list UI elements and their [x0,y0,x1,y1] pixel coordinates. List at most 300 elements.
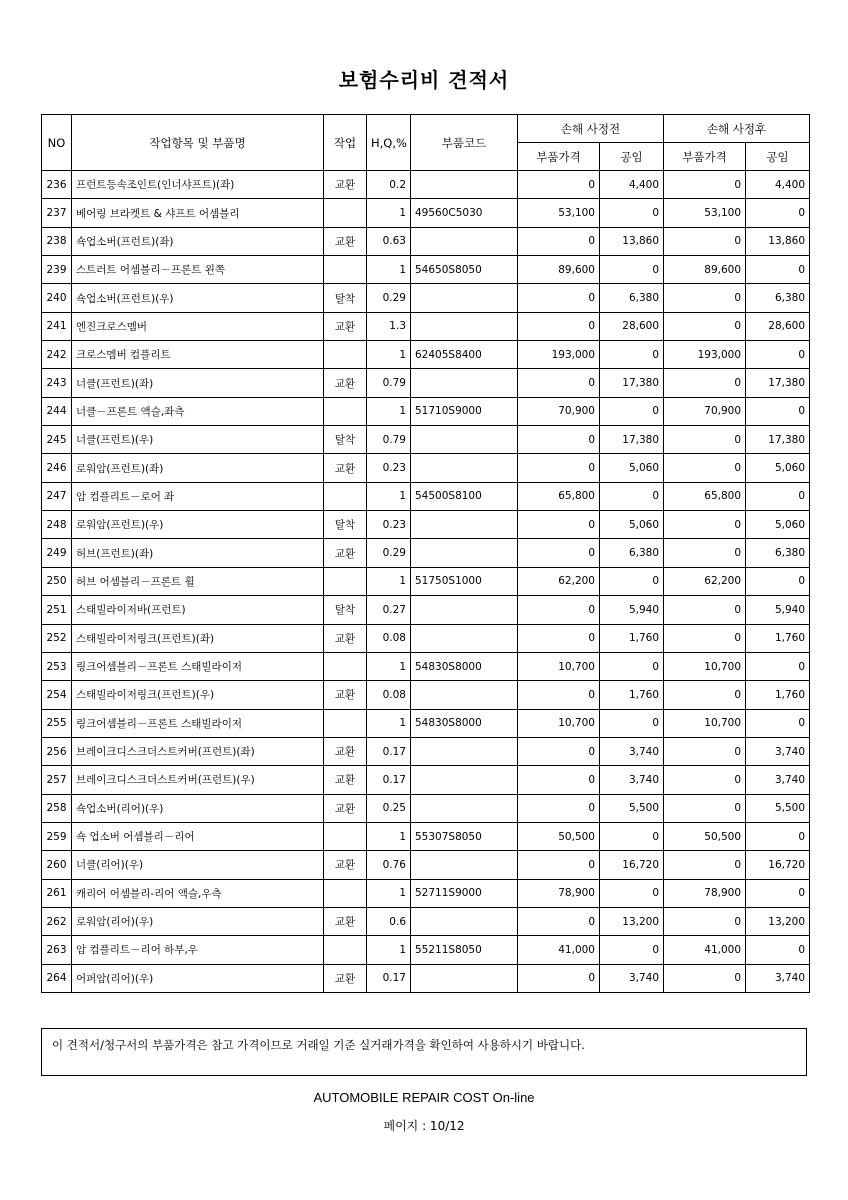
cell-work [324,256,367,284]
estimate-table [41,114,810,993]
cell-part-code: 54830S8000 [411,709,518,737]
cell-after-labor: 0 [746,341,810,369]
cell-after-labor: 3,740 [746,964,810,992]
cell-work: 탈착 [324,284,367,312]
cell-part-code: 55307S8050 [411,822,518,850]
cell-no: 243 [42,369,72,397]
cell-after-labor: 5,060 [746,454,810,482]
cell-item: 스태빌라이저바(프런트) [72,596,324,624]
cell-after-part-price: 0 [664,284,746,312]
cell-after-part-price: 53,100 [664,199,746,227]
cell-after-labor: 3,740 [746,737,810,765]
cell-before-labor: 0 [600,397,664,425]
cell-hq: 1 [367,936,411,964]
cell-no: 263 [42,936,72,964]
cell-no: 240 [42,284,72,312]
cell-item: 링크어셈블리－프론트 스태빌라이저 [72,652,324,680]
cell-no: 238 [42,227,72,255]
cell-after-labor: 0 [746,936,810,964]
notice-text: 이 견적서/청구서의 부품가격은 참고 가격이므로 거래일 기준 실거래가격을 확인하여 사용하시기 바랍니다. [52,1038,585,1052]
cell-before-part-price: 0 [518,369,600,397]
cell-before-labor: 1,760 [600,681,664,709]
cell-after-labor: 3,740 [746,766,810,794]
cell-no: 253 [42,652,72,680]
cell-part-code: 49560C5030 [411,199,518,227]
cell-work [324,936,367,964]
cell-item: 쇽업소버(프런트)(우) [72,284,324,312]
cell-after-part-price: 65,800 [664,482,746,510]
cell-before-part-price: 0 [518,851,600,879]
table-row [42,624,810,652]
table-row [42,341,810,369]
cell-part-code: 51710S9000 [411,397,518,425]
cell-work [324,199,367,227]
cell-part-code [411,426,518,454]
cell-after-labor: 0 [746,397,810,425]
cell-before-labor: 4,400 [600,171,664,199]
table-row [42,879,810,907]
page-number: 페이지 : 10/12 [383,1119,465,1133]
cell-hq: 1 [367,482,411,510]
cell-before-part-price: 0 [518,907,600,935]
header-after-labor: 공임 [746,143,810,171]
cell-after-part-price: 89,600 [664,256,746,284]
cell-work: 교환 [324,737,367,765]
notice-box [41,1028,807,1076]
cell-hq: 0.17 [367,766,411,794]
cell-work: 교환 [324,907,367,935]
cell-part-code: 54650S8050 [411,256,518,284]
cell-after-labor: 1,760 [746,624,810,652]
cell-hq: 0.23 [367,511,411,539]
table-row [42,681,810,709]
cell-hq: 1 [367,199,411,227]
cell-no: 244 [42,397,72,425]
cell-before-labor: 0 [600,822,664,850]
table-row [42,369,810,397]
cell-item: 프런트등속조인트(인너샤프트)(좌) [72,171,324,199]
cell-no: 248 [42,511,72,539]
cell-after-labor: 0 [746,822,810,850]
cell-before-labor: 5,060 [600,511,664,539]
cell-part-code [411,964,518,992]
cell-item: 너클(프런트)(좌) [72,369,324,397]
cell-part-code [411,794,518,822]
cell-item: 로워암(프런트)(우) [72,511,324,539]
cell-before-labor: 3,740 [600,964,664,992]
cell-work: 교환 [324,851,367,879]
cell-before-part-price: 0 [518,426,600,454]
cell-after-part-price: 0 [664,794,746,822]
cell-part-code [411,454,518,482]
cell-before-part-price: 0 [518,737,600,765]
cell-no: 245 [42,426,72,454]
cell-before-labor: 0 [600,256,664,284]
cell-before-labor: 13,200 [600,907,664,935]
cell-before-labor: 17,380 [600,369,664,397]
cell-after-part-price: 0 [664,454,746,482]
cell-part-code: 54500S8100 [411,482,518,510]
cell-no: 254 [42,681,72,709]
cell-no: 242 [42,341,72,369]
table-row [42,567,810,595]
cell-hq: 0.79 [367,369,411,397]
cell-work: 교환 [324,539,367,567]
cell-item: 암 컴플리트－리어 하부,우 [72,936,324,964]
cell-no: 264 [42,964,72,992]
cell-after-part-price: 0 [664,624,746,652]
table-row [42,936,810,964]
header-before-part-price: 부품가격 [518,143,600,171]
cell-after-part-price: 70,900 [664,397,746,425]
cell-part-code [411,227,518,255]
cell-work [324,567,367,595]
cell-item: 브레이크디스크더스트커버(프런트)(좌) [72,737,324,765]
cell-before-labor: 5,060 [600,454,664,482]
cell-before-part-price: 50,500 [518,822,600,850]
cell-work: 탈착 [324,596,367,624]
cell-hq: 0.76 [367,851,411,879]
table-row [42,284,810,312]
cell-after-part-price: 0 [664,312,746,340]
cell-after-part-price: 0 [664,964,746,992]
cell-work: 교환 [324,794,367,822]
cell-hq: 0.08 [367,681,411,709]
cell-before-part-price: 62,200 [518,567,600,595]
cell-after-labor: 0 [746,879,810,907]
cell-before-part-price: 53,100 [518,199,600,227]
cell-no: 260 [42,851,72,879]
header-before-assessment: 손해 사정전 [518,115,664,143]
cell-no: 247 [42,482,72,510]
table-row [42,482,810,510]
cell-after-labor: 13,200 [746,907,810,935]
table-row [42,511,810,539]
cell-after-part-price: 0 [664,171,746,199]
cell-before-labor: 0 [600,879,664,907]
cell-item: 쇽업소버(리어)(우) [72,794,324,822]
table-row [42,539,810,567]
cell-work [324,879,367,907]
cell-part-code [411,737,518,765]
cell-before-labor: 5,940 [600,596,664,624]
cell-part-code [411,624,518,652]
cell-before-part-price: 0 [518,511,600,539]
cell-work: 교환 [324,369,367,397]
cell-after-part-price: 0 [664,511,746,539]
cell-hq: 1 [367,341,411,369]
cell-no: 256 [42,737,72,765]
cell-item: 스태빌라이저링크(프런트)(좌) [72,624,324,652]
table-row [42,199,810,227]
cell-part-code [411,539,518,567]
cell-work: 탈착 [324,426,367,454]
cell-work: 교환 [324,227,367,255]
table-row [42,596,810,624]
cell-item: 브레이크디스크더스트커버(프런트)(우) [72,766,324,794]
cell-work: 교환 [324,766,367,794]
cell-before-part-price: 78,900 [518,879,600,907]
cell-after-labor: 5,940 [746,596,810,624]
cell-after-part-price: 193,000 [664,341,746,369]
table-row [42,907,810,935]
cell-work [324,397,367,425]
table-row [42,794,810,822]
cell-before-labor: 6,380 [600,539,664,567]
cell-after-labor: 1,760 [746,681,810,709]
cell-item: 크로스멤버 컴플리트 [72,341,324,369]
cell-work [324,709,367,737]
document-title: 보험수리비 견적서 [338,68,510,92]
cell-hq: 0.23 [367,454,411,482]
cell-after-labor: 6,380 [746,284,810,312]
cell-part-code: 52711S9000 [411,879,518,907]
cell-before-part-price: 0 [518,539,600,567]
cell-work [324,341,367,369]
cell-work: 교환 [324,624,367,652]
cell-item: 캐리어 어셈블리-리어 액슬,우측 [72,879,324,907]
cell-no: 252 [42,624,72,652]
cell-no: 236 [42,171,72,199]
cell-before-labor: 0 [600,341,664,369]
cell-no: 251 [42,596,72,624]
header-part-code: 부품코드 [411,115,518,171]
cell-item: 쇽업소버(프런트)(좌) [72,227,324,255]
cell-part-code [411,312,518,340]
table-row [42,426,810,454]
cell-work: 교환 [324,171,367,199]
cell-after-part-price: 50,500 [664,822,746,850]
cell-hq: 0.08 [367,624,411,652]
cell-hq: 1 [367,652,411,680]
table-row [42,312,810,340]
cell-before-part-price: 0 [518,312,600,340]
cell-no: 250 [42,567,72,595]
cell-item: 어퍼암(리어)(우) [72,964,324,992]
cell-after-part-price: 0 [664,227,746,255]
cell-part-code: 51750S1000 [411,567,518,595]
cell-after-part-price: 0 [664,539,746,567]
cell-work: 탈착 [324,511,367,539]
cell-hq: 1 [367,879,411,907]
cell-after-part-price: 0 [664,426,746,454]
cell-before-part-price: 41,000 [518,936,600,964]
cell-before-part-price: 0 [518,284,600,312]
cell-before-labor: 0 [600,652,664,680]
cell-hq: 1 [367,256,411,284]
cell-item: 쇽 업소버 어셈블리－리어 [72,822,324,850]
cell-hq: 0.29 [367,539,411,567]
cell-item: 너클－프론트 액슬,좌측 [72,397,324,425]
table-row [42,709,810,737]
cell-after-part-price: 0 [664,907,746,935]
cell-hq: 0.27 [367,596,411,624]
cell-after-part-price: 0 [664,596,746,624]
cell-hq: 1 [367,709,411,737]
footer-brand: AUTOMOBILE REPAIR COST On-line [313,1090,535,1105]
cell-after-labor: 0 [746,199,810,227]
cell-no: 246 [42,454,72,482]
cell-no: 255 [42,709,72,737]
cell-hq: 0.17 [367,964,411,992]
cell-part-code: 62405S8400 [411,341,518,369]
cell-after-part-price: 41,000 [664,936,746,964]
cell-no: 262 [42,907,72,935]
cell-no: 237 [42,199,72,227]
cell-part-code [411,511,518,539]
cell-after-labor: 13,860 [746,227,810,255]
table-row [42,652,810,680]
estimate-rows [42,171,810,993]
cell-before-part-price: 0 [518,681,600,709]
cell-after-labor: 0 [746,482,810,510]
cell-work [324,652,367,680]
table-row [42,766,810,794]
header-no: NO [42,115,72,171]
cell-after-labor: 16,720 [746,851,810,879]
cell-before-labor: 0 [600,709,664,737]
cell-item: 암 컴플리트－로어 좌 [72,482,324,510]
cell-part-code [411,681,518,709]
cell-item: 베어링 브라켓트 & 샤프트 어셈블리 [72,199,324,227]
cell-item: 로워암(프런트)(좌) [72,454,324,482]
cell-item: 로워암(리어)(우) [72,907,324,935]
cell-hq: 0.63 [367,227,411,255]
cell-after-labor: 17,380 [746,369,810,397]
cell-hq: 1 [367,567,411,595]
cell-before-part-price: 0 [518,766,600,794]
cell-before-labor: 16,720 [600,851,664,879]
cell-before-part-price: 89,600 [518,256,600,284]
cell-before-labor: 0 [600,199,664,227]
cell-part-code: 54830S8000 [411,652,518,680]
cell-before-part-price: 65,800 [518,482,600,510]
cell-before-labor: 28,600 [600,312,664,340]
cell-item: 허브(프런트)(좌) [72,539,324,567]
table-row [42,822,810,850]
header-hq: H,Q,% [367,115,411,171]
cell-after-part-price: 10,700 [664,652,746,680]
cell-part-code [411,766,518,794]
cell-item: 너클(리어)(우) [72,851,324,879]
header-after-part-price: 부품가격 [664,143,746,171]
cell-hq: 0.6 [367,907,411,935]
cell-before-part-price: 10,700 [518,709,600,737]
cell-before-part-price: 0 [518,171,600,199]
cell-before-part-price: 0 [518,624,600,652]
cell-after-part-price: 0 [664,851,746,879]
cell-before-part-price: 193,000 [518,341,600,369]
cell-no: 259 [42,822,72,850]
cell-before-part-price: 0 [518,964,600,992]
cell-part-code [411,596,518,624]
cell-hq: 0.17 [367,737,411,765]
cell-part-code [411,369,518,397]
cell-part-code [411,284,518,312]
cell-hq: 0.79 [367,426,411,454]
cell-after-labor: 5,060 [746,511,810,539]
header-after-assessment: 손해 사정후 [664,115,810,143]
cell-after-part-price: 0 [664,681,746,709]
table-row [42,851,810,879]
cell-before-labor: 0 [600,567,664,595]
cell-hq: 0.29 [367,284,411,312]
table-row [42,737,810,765]
cell-after-labor: 0 [746,652,810,680]
table-row [42,397,810,425]
cell-no: 241 [42,312,72,340]
cell-part-code [411,907,518,935]
cell-before-part-price: 70,900 [518,397,600,425]
cell-before-labor: 1,760 [600,624,664,652]
cell-after-labor: 5,500 [746,794,810,822]
cell-no: 261 [42,879,72,907]
cell-part-code: 55211S8050 [411,936,518,964]
cell-part-code [411,851,518,879]
cell-before-labor: 0 [600,482,664,510]
table-row [42,171,810,199]
cell-after-part-price: 0 [664,766,746,794]
table-row [42,256,810,284]
cell-item: 너클(프런트)(우) [72,426,324,454]
cell-before-labor: 13,860 [600,227,664,255]
cell-part-code [411,171,518,199]
header-before-labor: 공임 [600,143,664,171]
cell-item: 스트러트 어셈블리－프론트 왼쪽 [72,256,324,284]
cell-item: 링크어셈블리－프론트 스태빌라이저 [72,709,324,737]
cell-after-labor: 0 [746,567,810,595]
cell-before-labor: 3,740 [600,766,664,794]
cell-after-part-price: 78,900 [664,879,746,907]
cell-before-labor: 3,740 [600,737,664,765]
cell-work [324,482,367,510]
table-row [42,227,810,255]
cell-after-labor: 6,380 [746,539,810,567]
cell-before-part-price: 0 [518,794,600,822]
cell-no: 239 [42,256,72,284]
cell-item: 엔진크로스멤버 [72,312,324,340]
cell-after-part-price: 0 [664,369,746,397]
cell-before-labor: 6,380 [600,284,664,312]
cell-after-part-price: 10,700 [664,709,746,737]
header-item: 작업항목 및 부품명 [72,115,324,171]
cell-hq: 0.25 [367,794,411,822]
cell-before-labor: 5,500 [600,794,664,822]
cell-after-labor: 4,400 [746,171,810,199]
cell-before-labor: 0 [600,936,664,964]
cell-work: 교환 [324,454,367,482]
cell-hq: 0.2 [367,171,411,199]
cell-no: 258 [42,794,72,822]
header-work: 작업 [324,115,367,171]
cell-before-part-price: 10,700 [518,652,600,680]
cell-after-labor: 28,600 [746,312,810,340]
cell-after-labor: 17,380 [746,426,810,454]
cell-after-part-price: 0 [664,737,746,765]
cell-after-labor: 0 [746,709,810,737]
cell-hq: 1.3 [367,312,411,340]
table-row [42,964,810,992]
cell-before-part-price: 0 [518,227,600,255]
cell-no: 249 [42,539,72,567]
cell-item: 스태빌라이저링크(프런트)(우) [72,681,324,709]
cell-after-part-price: 62,200 [664,567,746,595]
cell-before-labor: 17,380 [600,426,664,454]
cell-work [324,822,367,850]
cell-work: 교환 [324,964,367,992]
cell-work: 교환 [324,681,367,709]
cell-work: 교환 [324,312,367,340]
